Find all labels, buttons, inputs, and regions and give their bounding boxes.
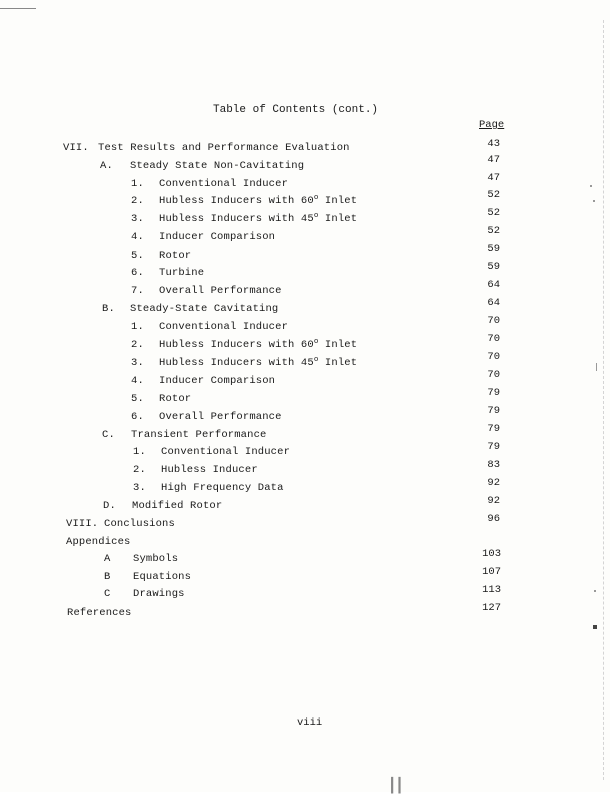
toc-number: 7. — [131, 285, 144, 297]
toc-number: A — [104, 553, 111, 565]
toc-label: References — [67, 607, 132, 619]
toc-page: 59 — [487, 261, 500, 273]
toc-page: 92 — [487, 495, 500, 507]
toc-page: 103 — [482, 548, 501, 560]
toc-number: 3. — [133, 482, 146, 494]
toc-number: 1. — [133, 446, 146, 458]
toc-page: 43 — [487, 138, 500, 150]
toc-label: Hubless Inducers with 45$^o$ Inlet — [159, 212, 358, 225]
toc-number: VII. — [63, 142, 89, 154]
toc-page: 96 — [487, 513, 500, 525]
toc-page: 64 — [487, 297, 500, 309]
toc-number: B — [104, 571, 111, 583]
toc-page: 52 — [487, 189, 500, 201]
scan-speck — [593, 625, 597, 629]
toc-label: Transient Performance — [131, 429, 267, 441]
scan-edge-line — [602, 20, 604, 780]
toc-page: 79 — [487, 405, 500, 417]
toc-label: Hubless Inducers with 60$^o$ Inlet — [159, 338, 358, 351]
toc-number: C. — [102, 429, 115, 441]
toc-number: 3. — [131, 357, 144, 369]
toc-page: 79 — [487, 441, 500, 453]
scan-speck — [590, 185, 592, 187]
toc-label: Rotor — [159, 393, 192, 405]
toc-number: A. — [100, 160, 113, 172]
binder-mark: ┃┃ — [388, 779, 403, 795]
scan-speck — [594, 590, 596, 592]
toc-number: 3. — [131, 213, 144, 225]
page-title: Table of Contents (cont.) — [213, 104, 379, 116]
toc-label: Symbols — [133, 553, 179, 565]
toc-label: Rotor — [159, 250, 192, 262]
page-number-footer: viii — [297, 717, 323, 729]
toc-page: 64 — [487, 279, 500, 291]
toc-label: Conventional Inducer — [161, 446, 291, 458]
scan-edge-mark — [0, 0, 36, 9]
toc-number: VIII. — [66, 518, 99, 530]
toc-label: Overall Performance — [159, 411, 282, 423]
toc-page: 70 — [487, 333, 500, 345]
toc-number: 1. — [131, 321, 144, 333]
toc-number: 2. — [133, 464, 146, 476]
toc-number: D. — [103, 500, 116, 512]
toc-page: 127 — [482, 602, 501, 614]
toc-page: 79 — [487, 387, 500, 399]
toc-label: Modified Rotor — [132, 500, 223, 512]
toc-number: C — [104, 588, 111, 600]
toc-number: 4. — [131, 231, 144, 243]
toc-page: 59 — [487, 243, 500, 255]
toc-number: 6. — [131, 411, 144, 423]
toc-page: 70 — [487, 351, 500, 363]
toc-label: Steady State Non-Cavitating — [130, 160, 305, 172]
toc-label: Overall Performance — [159, 285, 282, 297]
toc-number: 1. — [131, 178, 144, 190]
toc-number: 2. — [131, 195, 144, 207]
toc-label: Inducer Comparison — [159, 375, 276, 387]
toc-page: 70 — [487, 315, 500, 327]
toc-label: Hubless Inducers with 60$^o$ Inlet — [159, 194, 358, 207]
toc-label: Equations — [133, 571, 192, 583]
toc-page: 79 — [487, 423, 500, 435]
toc-label: Conclusions — [104, 518, 175, 530]
toc-number: 2. — [131, 339, 144, 351]
toc-page: 52 — [487, 225, 500, 237]
toc-label: Conventional Inducer — [159, 178, 289, 190]
toc-label: Drawings — [133, 588, 185, 600]
toc-label: Hubless Inducers with 45$^o$ Inlet — [159, 356, 358, 369]
toc-number: 5. — [131, 250, 144, 262]
toc-number: 4. — [131, 375, 144, 387]
toc-page: 83 — [487, 459, 500, 471]
scan-speck — [593, 200, 595, 202]
scan-speck — [596, 363, 597, 371]
toc-label: Hubless Inducer — [161, 464, 258, 476]
toc-number: 6. — [131, 267, 144, 279]
toc-label: Test Results and Performance Evaluation — [98, 142, 350, 154]
toc-label: High Frequency Data — [161, 482, 284, 494]
toc-page: 113 — [482, 584, 501, 596]
toc-label: Steady-State Cavitating — [130, 303, 279, 315]
page-column-header: Page — [479, 119, 505, 131]
toc-page: 47 — [487, 172, 500, 184]
toc-label: Turbine — [159, 267, 205, 279]
toc-number: B. — [102, 303, 115, 315]
toc-page: 92 — [487, 477, 500, 489]
toc-number: 5. — [131, 393, 144, 405]
toc-section-heading: Appendices — [66, 536, 131, 548]
toc-page: 70 — [487, 369, 500, 381]
toc-page: 107 — [482, 566, 501, 578]
toc-page: 47 — [487, 154, 500, 166]
toc-page: 52 — [487, 207, 500, 219]
toc-label: Inducer Comparison — [159, 231, 276, 243]
toc-label: Conventional Inducer — [159, 321, 289, 333]
